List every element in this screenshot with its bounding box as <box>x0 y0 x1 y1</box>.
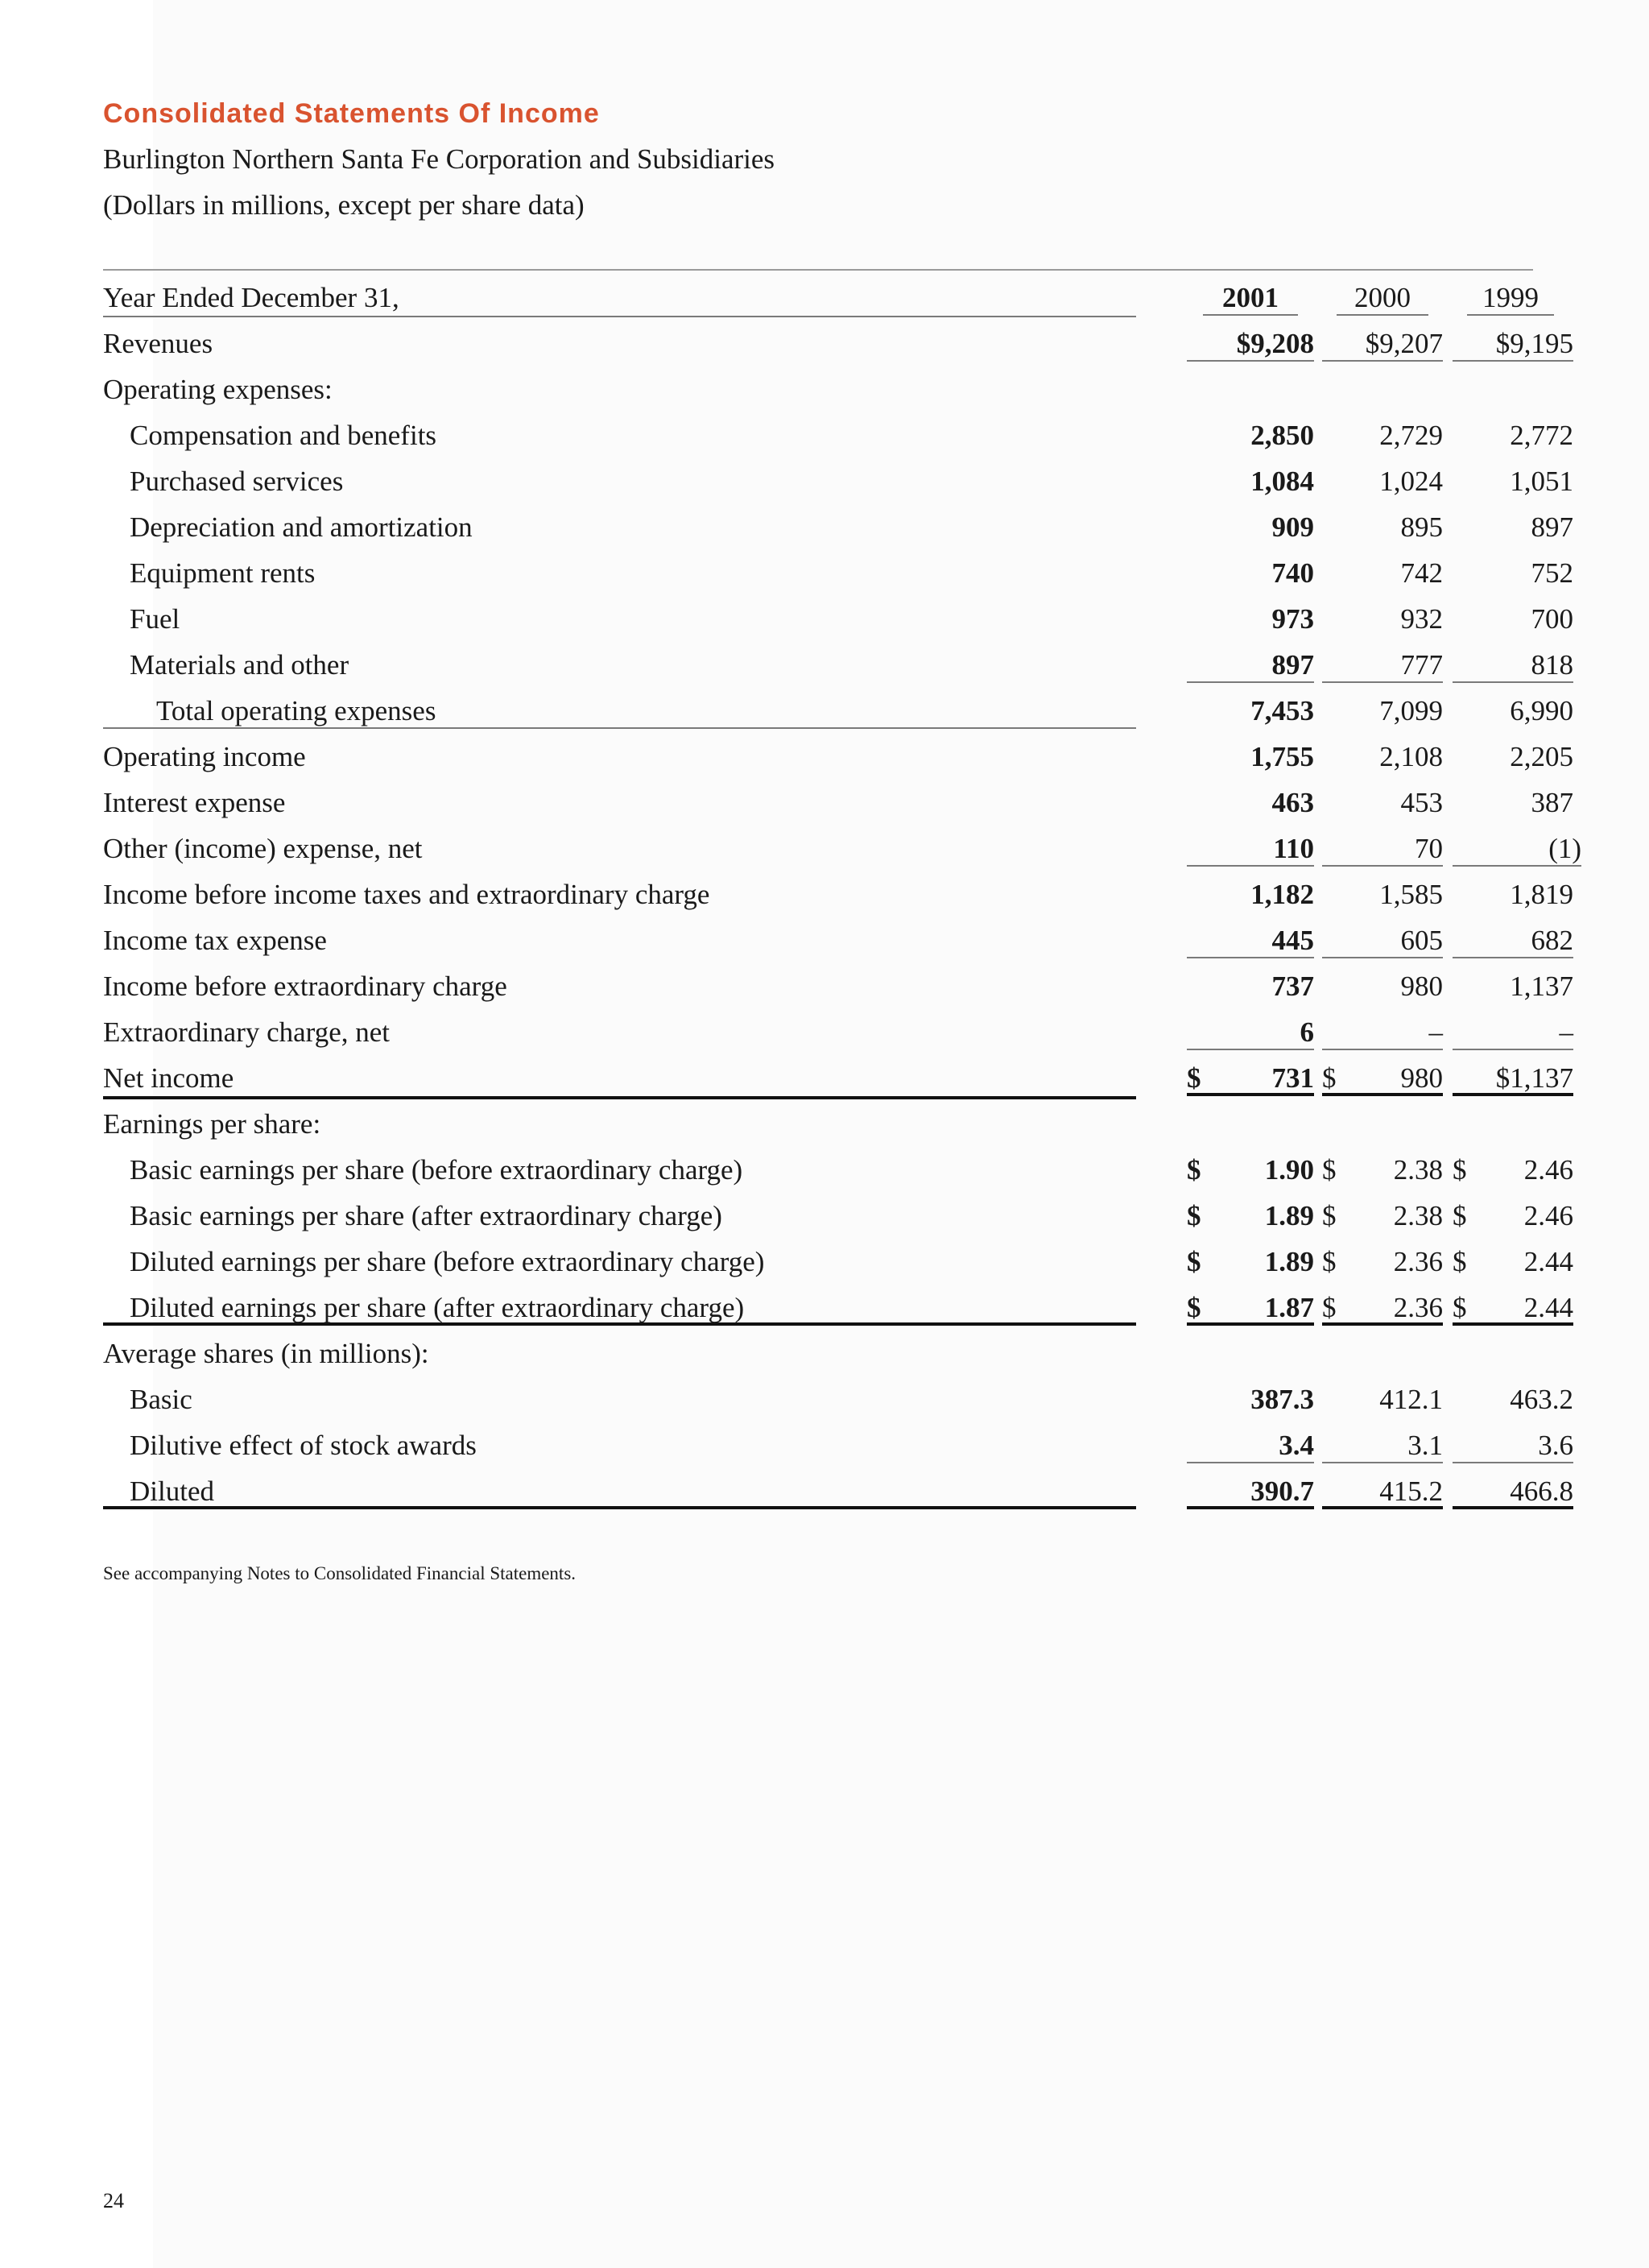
value-2000: – <box>1322 1012 1443 1050</box>
value-1999: 1,819 <box>1510 879 1573 910</box>
dollar-sign: $ <box>1322 1200 1337 1231</box>
table-row-income-tax-expense <box>103 920 1573 966</box>
table-row-diluted-eps-before <box>103 1241 1573 1287</box>
amount: 2.36 <box>1393 1292 1443 1323</box>
row-label: Fuel <box>130 603 180 635</box>
row-label: Depreciation and amortization <box>130 511 473 543</box>
amount: 1.89 <box>1264 1200 1314 1231</box>
table-row-earnings-per-share-heading <box>103 1103 1552 1149</box>
row-label: Basic earnings per share (after extraordinary charge) <box>130 1200 722 1231</box>
row-label: Basic <box>130 1384 192 1415</box>
value-1999: – <box>1453 1012 1573 1050</box>
value-2001: 1,182 <box>1250 879 1314 910</box>
value-1999: 682 <box>1453 920 1573 958</box>
value-2000: 453 <box>1400 787 1443 818</box>
dollar-sign: $ <box>1453 1246 1467 1277</box>
value-2000: 932 <box>1400 603 1443 635</box>
amount: 2.44 <box>1523 1246 1573 1277</box>
value-2000 <box>1322 1287 1443 1326</box>
amount: 2.46 <box>1523 1200 1573 1231</box>
row-label: Basic earnings per share (before extraordinary charge) <box>130 1154 743 1186</box>
table-row-fuel <box>103 598 1573 644</box>
table-row-operating-income <box>103 736 1573 782</box>
table-row-extraordinary-charge <box>103 1012 1573 1057</box>
value-2000: 415.2 <box>1322 1471 1443 1509</box>
value-1999 <box>1453 1149 1573 1188</box>
dollar-sign: $ <box>1453 1200 1467 1231</box>
value-2001: 1,084 <box>1250 466 1314 497</box>
value-2000: 895 <box>1400 511 1443 543</box>
value-1999: 2,772 <box>1510 420 1573 451</box>
row-label: Average shares (in millions): <box>103 1338 429 1369</box>
table-row-dilutive-effect <box>103 1425 1573 1471</box>
dollar-sign: $ <box>1453 1292 1467 1323</box>
row-label: Purchased services <box>130 466 344 497</box>
value-1999: 466.8 <box>1453 1471 1573 1509</box>
amount: 1.89 <box>1264 1246 1314 1277</box>
value-1999 <box>1453 1241 1573 1280</box>
value-1999: 1,137 <box>1510 971 1573 1002</box>
value-2001: 973 <box>1271 603 1314 635</box>
row-label: Income before extraordinary charge <box>103 971 507 1002</box>
table-row-basic-eps-after <box>103 1195 1573 1241</box>
value-1999 <box>1453 1287 1573 1326</box>
value-2001: 110 <box>1187 828 1314 867</box>
value-2000 <box>1322 1241 1443 1280</box>
dollar-sign: $ <box>1322 1154 1337 1186</box>
dollar-sign: $ <box>1236 328 1251 359</box>
value-1999: (1) <box>1453 828 1581 867</box>
dollar-sign: $ <box>1495 1062 1511 1094</box>
table-row-income-before-taxes <box>103 874 1573 920</box>
table-row-revenues <box>103 323 1573 369</box>
dollar-sign: $ <box>1322 1246 1337 1277</box>
dollar-sign: $ <box>1322 1292 1337 1323</box>
row-label: Dilutive effect of stock awards <box>130 1430 477 1461</box>
dollar-sign: $ <box>1322 1062 1337 1094</box>
table-row-diluted-shares <box>103 1471 1573 1517</box>
value-2001: 6 <box>1187 1012 1314 1050</box>
value-1999: 3.6 <box>1453 1425 1573 1463</box>
column-header-2001: 2001 <box>1203 277 1298 316</box>
value-2001: 445 <box>1187 920 1314 958</box>
value-2000 <box>1322 323 1443 362</box>
row-label: Diluted <box>103 1471 1136 1509</box>
dollar-sign: $ <box>1187 1062 1201 1094</box>
column-header-1999: 1999 <box>1467 277 1554 316</box>
amount: 9,208 <box>1250 328 1314 359</box>
value-2001 <box>1187 1241 1314 1280</box>
amount: 2.38 <box>1393 1200 1443 1231</box>
row-label: Other (income) expense, net <box>103 833 423 864</box>
amount: 1.87 <box>1264 1292 1314 1323</box>
dollar-sign: $ <box>1365 328 1380 359</box>
row-label: Operating expenses: <box>103 374 333 405</box>
value-2000 <box>1322 1057 1443 1096</box>
value-2001: 1,755 <box>1250 741 1314 772</box>
table-row-basic-shares <box>103 1379 1573 1425</box>
table-top-rule <box>103 269 1533 271</box>
table-row-equipment-rents <box>103 553 1573 598</box>
dollar-sign: $ <box>1495 328 1511 359</box>
value-2001: 740 <box>1271 557 1314 589</box>
row-label: Diluted earnings per share (before extraordinary charge) <box>130 1246 765 1277</box>
value-2000: 742 <box>1400 557 1443 589</box>
value-2000: 1,585 <box>1379 879 1443 910</box>
table-header-row <box>103 277 1552 323</box>
company-name: Burlington Northern Santa Fe Corporation and Subsidiaries <box>103 143 775 175</box>
table-row-basic-eps-before <box>103 1149 1573 1195</box>
value-2001: 737 <box>1271 971 1314 1002</box>
amount: 1.90 <box>1264 1154 1314 1186</box>
table-row-depreciation <box>103 507 1573 553</box>
value-1999: 897 <box>1531 511 1573 543</box>
value-2000: 3.1 <box>1322 1425 1443 1463</box>
value-2000 <box>1322 1149 1443 1188</box>
value-2001: 463 <box>1271 787 1314 818</box>
dollar-sign: $ <box>1453 1154 1467 1186</box>
dollar-sign: $ <box>1187 1154 1201 1186</box>
table-row-other-expense <box>103 828 1581 874</box>
table-row-operating-expenses-heading <box>103 369 1552 415</box>
row-label: Income before income taxes and extraordinary charge <box>103 879 710 910</box>
income-statement-table <box>103 277 1581 1517</box>
row-label: Interest expense <box>103 787 286 818</box>
value-2000: 2,108 <box>1379 741 1443 772</box>
row-label: Diluted earnings per share (after extraordinary charge) <box>103 1287 1136 1326</box>
value-2000: 412.1 <box>1379 1384 1443 1415</box>
value-2000: 7,099 <box>1379 695 1443 726</box>
amount: 731 <box>1271 1062 1314 1094</box>
value-1999: 700 <box>1531 603 1573 635</box>
value-2001: 2,850 <box>1250 420 1314 451</box>
amount: 2.38 <box>1393 1154 1443 1186</box>
column-header-2000: 2000 <box>1337 277 1428 316</box>
value-2001: 390.7 <box>1187 1471 1314 1509</box>
value-2001: 387.3 <box>1250 1384 1314 1415</box>
row-label: Revenues <box>103 328 213 359</box>
table-row-diluted-eps-after <box>103 1287 1573 1333</box>
row-label: Extraordinary charge, net <box>103 1016 390 1048</box>
table-row-purchased-services <box>103 461 1573 507</box>
value-1999: 752 <box>1531 557 1573 589</box>
value-2001 <box>1187 323 1314 362</box>
statement-title: Consolidated Statements Of Income <box>103 98 600 129</box>
amount: 2.46 <box>1523 1154 1573 1186</box>
value-1999: 6,990 <box>1510 695 1573 726</box>
value-1999: 2,205 <box>1510 741 1573 772</box>
value-1999: 463.2 <box>1510 1384 1573 1415</box>
amount: 2.44 <box>1523 1292 1573 1323</box>
table-row-interest-expense <box>103 782 1573 828</box>
table-row-total-operating-expenses <box>103 690 1573 736</box>
value-1999: 1,051 <box>1510 466 1573 497</box>
footnote: See accompanying Notes to Consolidated Financial Statements. <box>103 1563 577 1583</box>
amount: 2.36 <box>1393 1246 1443 1277</box>
value-2000: 605 <box>1322 920 1443 958</box>
table-row-materials <box>103 644 1573 690</box>
row-label: Operating income <box>103 741 306 772</box>
row-label: Materials and other <box>130 649 349 681</box>
value-2001 <box>1187 1287 1314 1326</box>
table-row-average-shares-heading <box>103 1333 1552 1379</box>
value-2001 <box>1187 1149 1314 1188</box>
row-label: Equipment rents <box>130 557 316 589</box>
value-2000: 70 <box>1322 828 1443 867</box>
row-label: Compensation and benefits <box>130 420 437 451</box>
value-2001: 897 <box>1187 644 1314 683</box>
dollar-sign: $ <box>1187 1200 1201 1231</box>
value-1999 <box>1453 1057 1573 1096</box>
row-label: Total operating expenses <box>103 690 1136 729</box>
row-label: Earnings per share: <box>103 1108 321 1140</box>
row-label: Net income <box>103 1057 1136 1099</box>
dollar-sign: $ <box>1187 1246 1201 1277</box>
amount: 9,207 <box>1379 328 1443 359</box>
table-row-net-income <box>103 1057 1573 1103</box>
amount: 9,195 <box>1510 328 1573 359</box>
value-2001 <box>1187 1057 1314 1096</box>
value-1999: 387 <box>1531 787 1573 818</box>
table-row-income-before-extraordinary <box>103 966 1573 1012</box>
value-2001 <box>1187 1195 1314 1234</box>
dollar-sign: $ <box>1187 1292 1201 1323</box>
table-row-compensation <box>103 415 1573 461</box>
value-2000: 1,024 <box>1379 466 1443 497</box>
value-1999: 818 <box>1453 644 1573 683</box>
page-number: 24 <box>103 2189 124 2212</box>
value-2000: 980 <box>1400 971 1443 1002</box>
year-header-label: Year Ended December 31, <box>103 277 1136 317</box>
row-label: Income tax expense <box>103 925 327 956</box>
value-2000 <box>1322 1195 1443 1234</box>
value-2000: 777 <box>1322 644 1443 683</box>
value-1999 <box>1453 323 1573 362</box>
value-2001: 909 <box>1271 511 1314 543</box>
units-note: (Dollars in millions, except per share data) <box>103 189 585 221</box>
value-2001: 3.4 <box>1187 1425 1314 1463</box>
amount: 980 <box>1400 1062 1443 1094</box>
value-1999 <box>1453 1195 1573 1234</box>
amount: 1,137 <box>1510 1062 1573 1094</box>
value-2000: 2,729 <box>1379 420 1443 451</box>
value-2001: 7,453 <box>1250 695 1314 726</box>
